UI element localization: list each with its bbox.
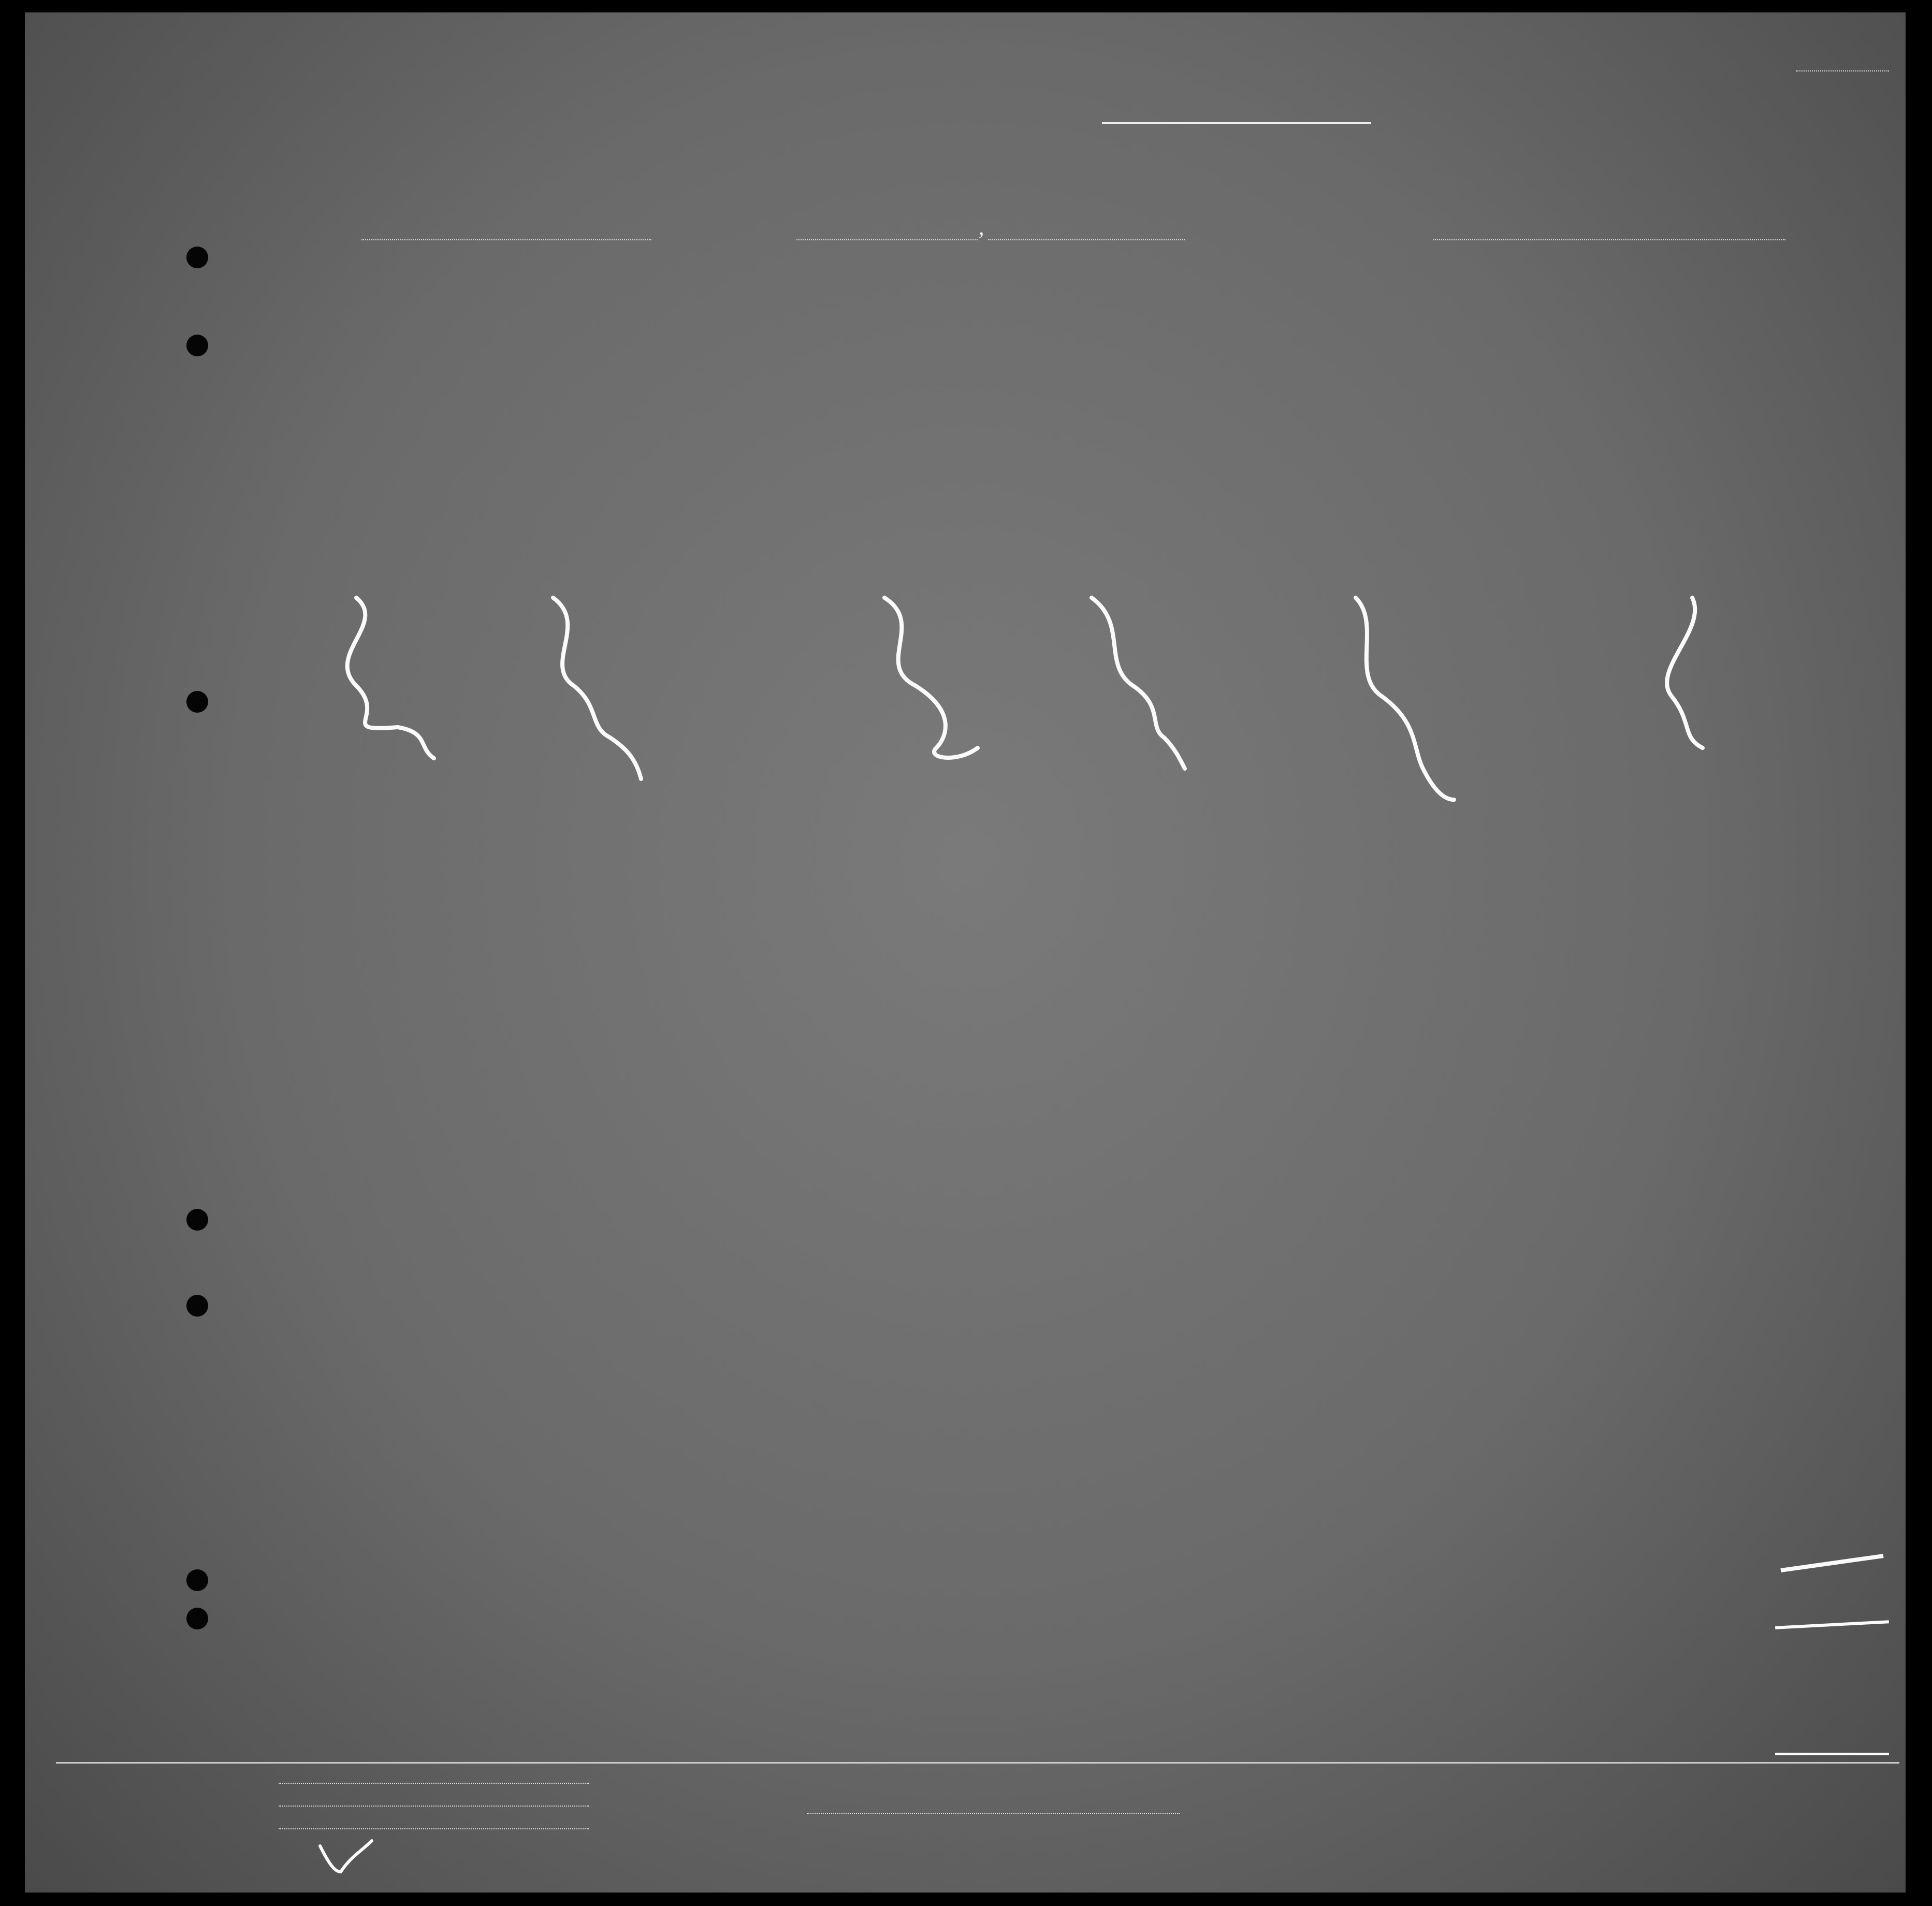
line-underline [279, 1783, 589, 1784]
binder-hole [186, 1608, 208, 1629]
footer-rule [56, 1762, 1899, 1764]
binder-hole [186, 335, 208, 356]
checkmark-footer [315, 1836, 377, 1877]
manifest-sheet [25, 12, 1906, 1893]
cancel-squiggles [25, 12, 1906, 1893]
binder-hole [186, 1209, 208, 1231]
inspector-signature-line [807, 1813, 1180, 1814]
agents-underline [279, 1828, 589, 1829]
binder-hole [186, 1569, 208, 1591]
comma-1: , [979, 216, 984, 240]
tally-underline [1775, 1753, 1889, 1755]
binder-hole [186, 247, 208, 268]
owners-underline [279, 1806, 589, 1807]
binder-hole [186, 1295, 208, 1317]
binder-hole [186, 691, 208, 713]
